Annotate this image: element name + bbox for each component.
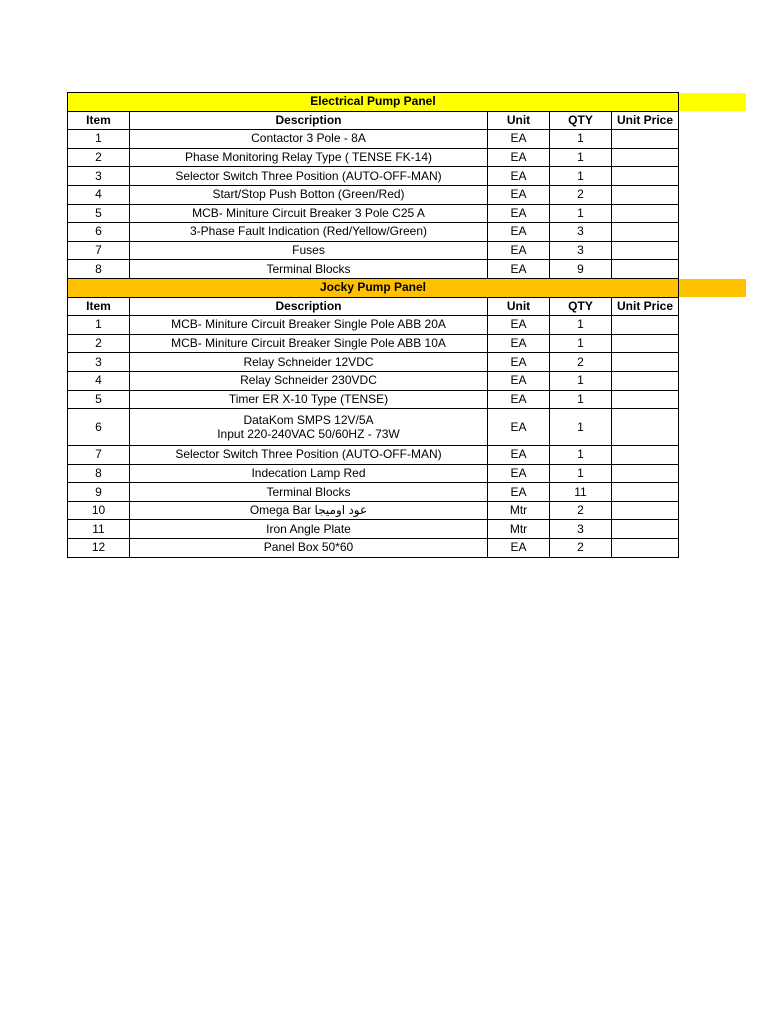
- unit-cell[interactable]: EA: [488, 316, 550, 335]
- table-row: [68, 130, 679, 149]
- table-row: [68, 185, 679, 204]
- table-row: [68, 446, 679, 465]
- description-cell[interactable]: Selector Switch Three Position (AUTO-OFF-MAN): [130, 446, 488, 465]
- unit-price-cell[interactable]: [612, 167, 679, 186]
- item-cell[interactable]: 2: [68, 334, 130, 353]
- header-row: [68, 111, 679, 130]
- unit-price-cell[interactable]: [612, 483, 679, 502]
- unit-price-cell[interactable]: [612, 316, 679, 335]
- unit-cell[interactable]: EA: [488, 241, 550, 260]
- unit-cell[interactable]: EA: [488, 353, 550, 372]
- table-row: [68, 353, 679, 372]
- description-cell[interactable]: Iron Angle Plate: [130, 520, 488, 539]
- unit-price-cell[interactable]: [612, 464, 679, 483]
- unit-cell[interactable]: EA: [488, 334, 550, 353]
- item-cell[interactable]: 11: [68, 520, 130, 539]
- qty-cell[interactable]: 1: [550, 204, 612, 223]
- spreadsheet: [67, 92, 678, 558]
- description-cell[interactable]: MCB- Miniture Circuit Breaker Single Pole ABB 10A: [130, 334, 488, 353]
- unit-price-cell[interactable]: [612, 501, 679, 520]
- table-row: [68, 464, 679, 483]
- qty-cell[interactable]: 1: [550, 316, 612, 335]
- item-cell[interactable]: 12: [68, 539, 130, 558]
- column-header-item[interactable]: Item: [68, 111, 130, 130]
- unit-price-cell[interactable]: [612, 390, 679, 409]
- table-row: [68, 148, 679, 167]
- qty-cell[interactable]: 1: [550, 334, 612, 353]
- item-cell[interactable]: 6: [68, 223, 130, 242]
- table-row: [68, 316, 679, 335]
- column-header-unit-price[interactable]: Unit Price: [612, 111, 679, 130]
- description-cell[interactable]: Phase Monitoring Relay Type ( TENSE FK-14): [130, 148, 488, 167]
- qty-cell[interactable]: 9: [550, 260, 612, 279]
- description-cell[interactable]: Omega Bar عود اوميجا: [130, 501, 488, 520]
- unit-price-cell[interactable]: [612, 148, 679, 167]
- description-cell[interactable]: Contactor 3 Pole - 8A: [130, 130, 488, 149]
- column-header-qty[interactable]: QTY: [550, 111, 612, 130]
- unit-cell[interactable]: EA: [488, 204, 550, 223]
- qty-cell[interactable]: 3: [550, 241, 612, 260]
- item-cell[interactable]: 4: [68, 371, 130, 390]
- unit-price-cell[interactable]: [612, 185, 679, 204]
- description-cell[interactable]: Fuses: [130, 241, 488, 260]
- item-cell[interactable]: 9: [68, 483, 130, 502]
- column-header-unit-price[interactable]: Unit Price: [612, 297, 679, 316]
- item-cell[interactable]: 2: [68, 148, 130, 167]
- item-cell[interactable]: 3: [68, 353, 130, 372]
- unit-cell[interactable]: EA: [488, 483, 550, 502]
- section-title-row: [68, 93, 679, 112]
- item-cell[interactable]: 1: [68, 316, 130, 335]
- item-cell[interactable]: 7: [68, 241, 130, 260]
- description-cell[interactable]: MCB- Miniture Circuit Breaker Single Pole ABB 20A: [130, 316, 488, 335]
- qty-cell[interactable]: 3: [550, 520, 612, 539]
- item-cell[interactable]: 4: [68, 185, 130, 204]
- unit-cell[interactable]: EA: [488, 464, 550, 483]
- section-1-title-overflow-fill: [678, 93, 746, 111]
- table-row: [68, 501, 679, 520]
- item-cell[interactable]: 10: [68, 501, 130, 520]
- table-row: [68, 260, 679, 279]
- description-cell[interactable]: Relay Schneider 12VDC: [130, 353, 488, 372]
- table-row: [68, 204, 679, 223]
- description-cell[interactable]: Selector Switch Three Position (AUTO-OFF-MAN): [130, 167, 488, 186]
- qty-cell[interactable]: 11: [550, 483, 612, 502]
- qty-cell[interactable]: 2: [550, 501, 612, 520]
- unit-cell[interactable]: EA: [488, 409, 550, 446]
- item-cell[interactable]: 8: [68, 464, 130, 483]
- item-cell[interactable]: 6: [68, 409, 130, 446]
- description-cell[interactable]: 3-Phase Fault Indication (Red/Yellow/Green): [130, 223, 488, 242]
- item-cell[interactable]: 1: [68, 130, 130, 149]
- unit-cell[interactable]: EA: [488, 185, 550, 204]
- unit-price-cell[interactable]: [612, 334, 679, 353]
- column-header-description[interactable]: Description: [130, 297, 488, 316]
- unit-cell[interactable]: EA: [488, 390, 550, 409]
- table-row: [68, 520, 679, 539]
- description-cell[interactable]: Panel Box 50*60: [130, 539, 488, 558]
- description-cell[interactable]: Timer ER X-10 Type (TENSE): [130, 390, 488, 409]
- item-cell[interactable]: 8: [68, 260, 130, 279]
- qty-cell[interactable]: 1: [550, 464, 612, 483]
- table-row: [68, 167, 679, 186]
- unit-price-cell[interactable]: [612, 260, 679, 279]
- header-row: [68, 297, 679, 316]
- description-cell[interactable]: MCB- Miniture Circuit Breaker 3 Pole C25 A: [130, 204, 488, 223]
- table-row: [68, 390, 679, 409]
- item-cell[interactable]: 7: [68, 446, 130, 465]
- table-row: [68, 409, 679, 446]
- description-cell[interactable]: Start/Stop Push Botton (Green/Red): [130, 185, 488, 204]
- unit-price-cell[interactable]: [612, 223, 679, 242]
- qty-cell[interactable]: 1: [550, 446, 612, 465]
- table-row: [68, 241, 679, 260]
- unit-price-cell[interactable]: [612, 204, 679, 223]
- unit-cell[interactable]: EA: [488, 167, 550, 186]
- description-cell[interactable]: Indecation Lamp Red: [130, 464, 488, 483]
- table-row: [68, 223, 679, 242]
- unit-cell[interactable]: EA: [488, 446, 550, 465]
- qty-cell[interactable]: 1: [550, 371, 612, 390]
- qty-cell[interactable]: 1: [550, 390, 612, 409]
- column-header-unit[interactable]: Unit: [488, 111, 550, 130]
- unit-cell[interactable]: EA: [488, 223, 550, 242]
- column-header-unit[interactable]: Unit: [488, 297, 550, 316]
- description-cell[interactable]: Terminal Blocks: [130, 483, 488, 502]
- unit-cell[interactable]: Mtr: [488, 520, 550, 539]
- unit-cell[interactable]: EA: [488, 260, 550, 279]
- item-cell[interactable]: 5: [68, 390, 130, 409]
- description-cell[interactable]: Terminal Blocks: [130, 260, 488, 279]
- table-row: [68, 483, 679, 502]
- table-body: [68, 93, 679, 558]
- qty-cell[interactable]: 1: [550, 167, 612, 186]
- qty-cell[interactable]: 3: [550, 223, 612, 242]
- description-cell[interactable]: DataKom SMPS 12V/5A Input 220-240VAC 50/60HZ - 73W: [130, 409, 488, 446]
- unit-price-cell[interactable]: [612, 130, 679, 149]
- description-cell[interactable]: Relay Schneider 230VDC: [130, 371, 488, 390]
- column-header-qty[interactable]: QTY: [550, 297, 612, 316]
- unit-cell[interactable]: EA: [488, 130, 550, 149]
- unit-cell[interactable]: Mtr: [488, 501, 550, 520]
- table-row: [68, 371, 679, 390]
- unit-cell[interactable]: EA: [488, 148, 550, 167]
- unit-cell[interactable]: EA: [488, 371, 550, 390]
- qty-cell[interactable]: 1: [550, 148, 612, 167]
- unit-cell[interactable]: EA: [488, 539, 550, 558]
- table-row: [68, 539, 679, 558]
- table-row: [68, 334, 679, 353]
- unit-price-cell[interactable]: [612, 539, 679, 558]
- section-2-title-overflow-fill: [678, 279, 746, 297]
- section-title[interactable]: Jocky Pump Panel: [68, 278, 679, 297]
- unit-price-cell[interactable]: [612, 353, 679, 372]
- qty-cell[interactable]: 2: [550, 539, 612, 558]
- unit-price-cell[interactable]: [612, 409, 679, 446]
- section-title[interactable]: Electrical Pump Panel: [68, 93, 679, 112]
- unit-price-cell[interactable]: [612, 241, 679, 260]
- unit-price-cell[interactable]: [612, 520, 679, 539]
- qty-cell[interactable]: 2: [550, 353, 612, 372]
- column-header-description[interactable]: Description: [130, 111, 488, 130]
- section-title-row: [68, 278, 679, 297]
- qty-cell[interactable]: 1: [550, 130, 612, 149]
- unit-price-cell[interactable]: [612, 446, 679, 465]
- qty-cell[interactable]: 1: [550, 409, 612, 446]
- unit-price-cell[interactable]: [612, 371, 679, 390]
- column-header-item[interactable]: Item: [68, 297, 130, 316]
- item-cell[interactable]: 3: [68, 167, 130, 186]
- price-table: [67, 92, 679, 558]
- qty-cell[interactable]: 2: [550, 185, 612, 204]
- item-cell[interactable]: 5: [68, 204, 130, 223]
